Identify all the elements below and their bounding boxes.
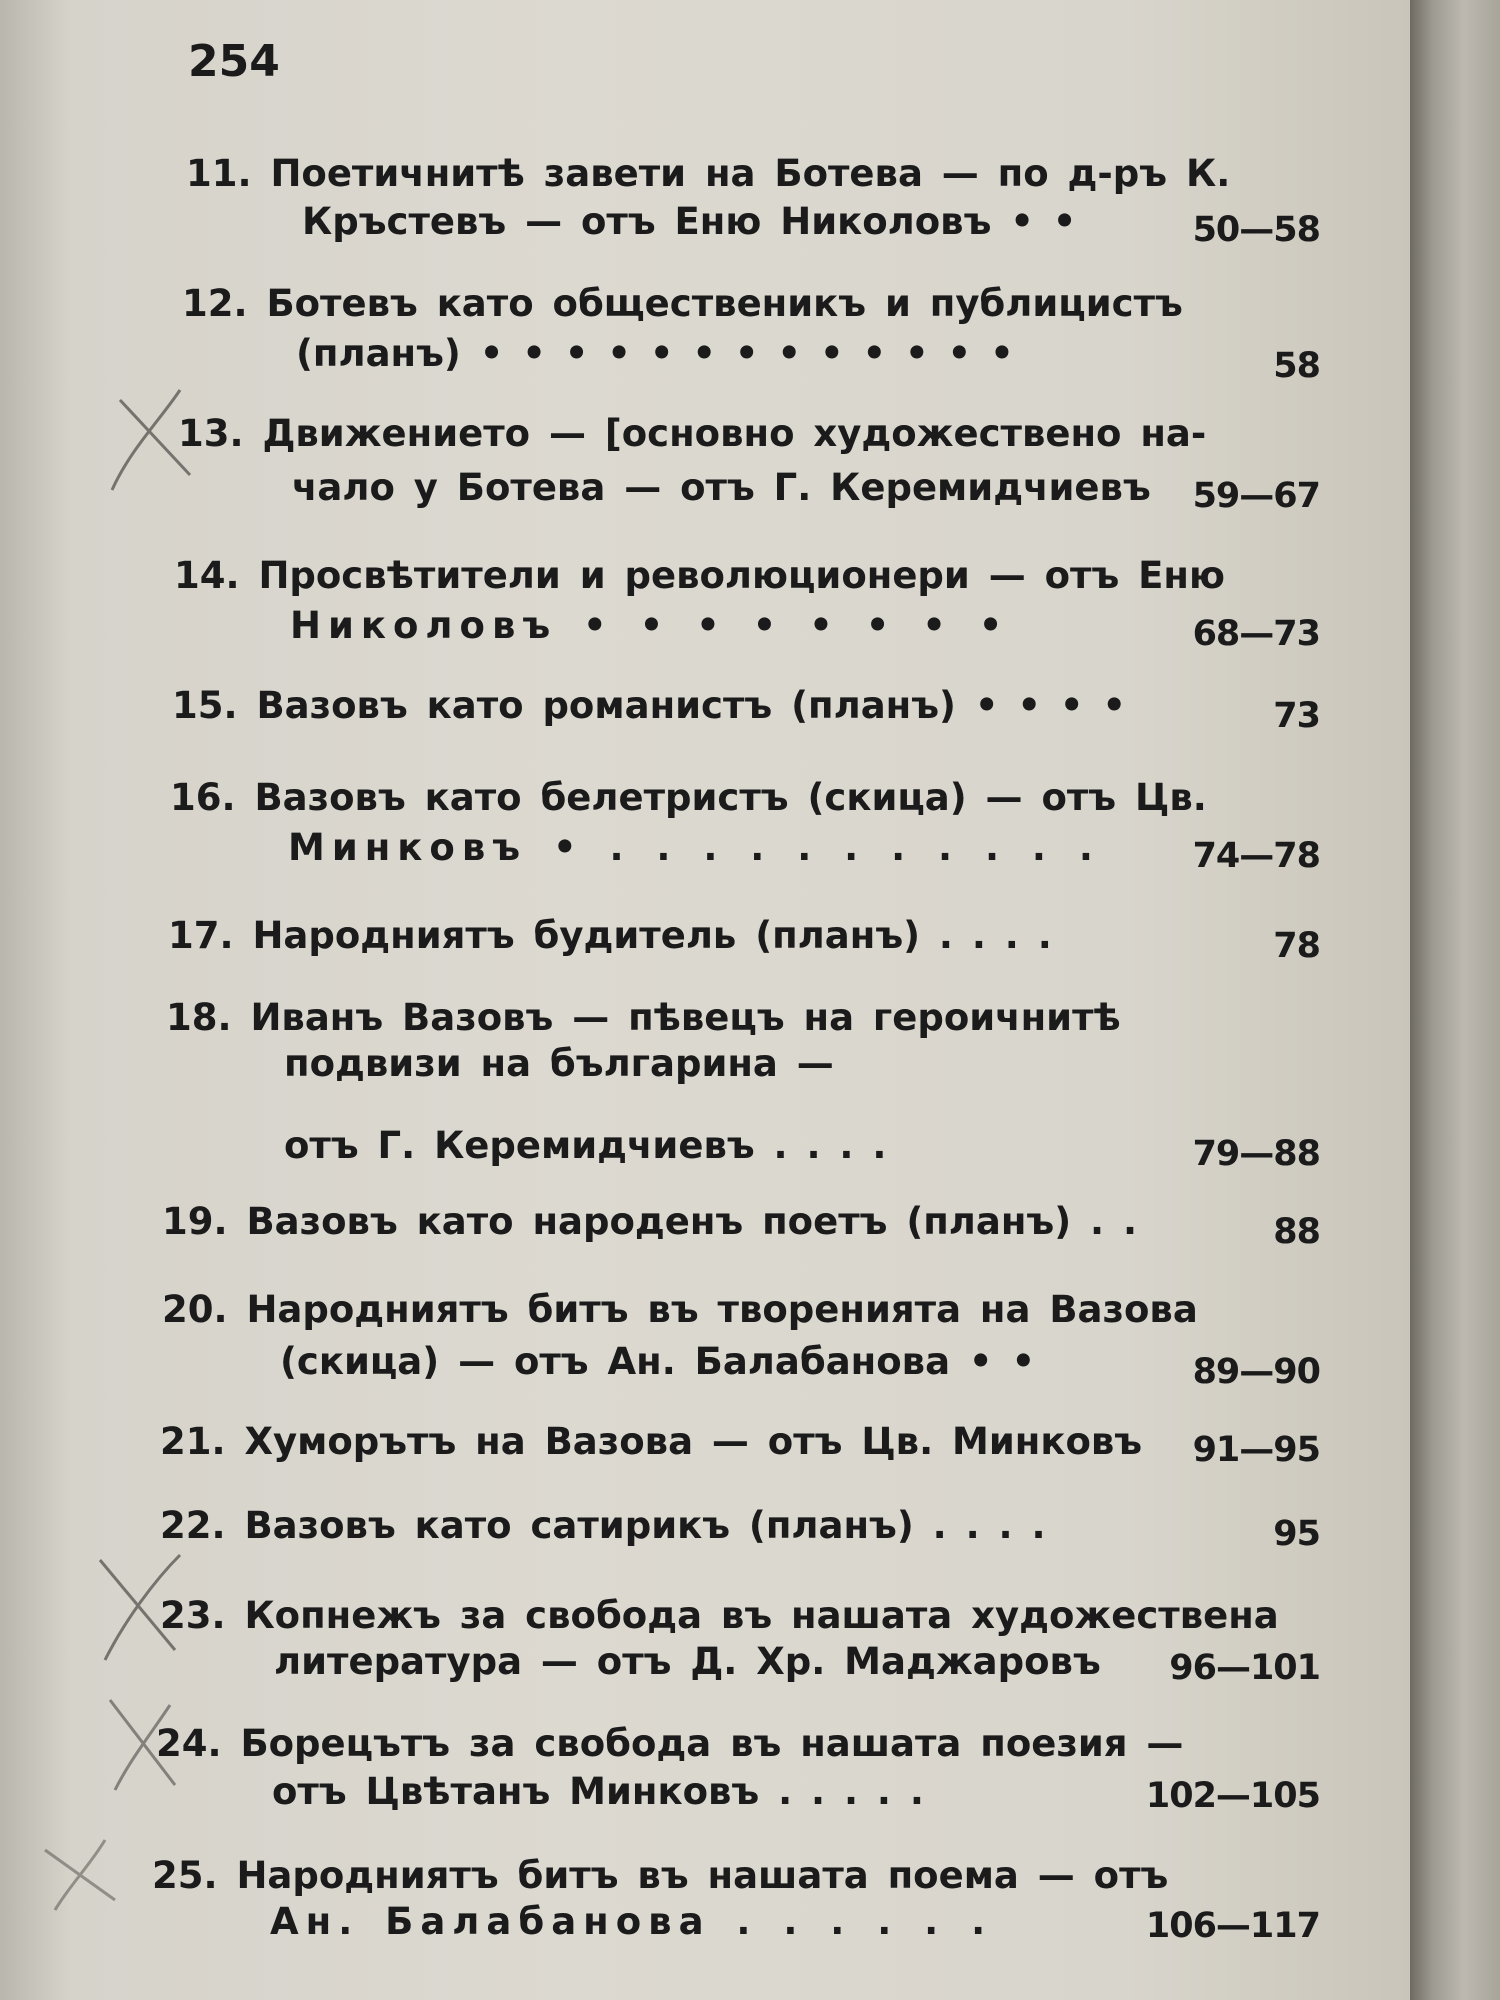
- toc-entry-pages: 95: [1273, 1514, 1320, 1554]
- toc-entry-line1: 23. Копнежъ за свобода въ нашата художествена: [160, 1594, 1279, 1637]
- toc-entry-pages: 59—67: [1192, 476, 1320, 516]
- toc-entry-line2: отъ Цвѣтанъ Минковъ . . . . .: [272, 1770, 924, 1813]
- toc-entry-number: 17.: [168, 914, 234, 957]
- toc-entry-line2: (планъ) • • • • • • • • • • • • •: [296, 332, 1014, 375]
- toc-entry-number: 21.: [160, 1420, 226, 1463]
- toc-entry-number: 22.: [160, 1504, 226, 1547]
- toc-entry-pages: 73: [1273, 696, 1320, 736]
- toc-entry-line1: 22. Вазовъ като сатирикъ (планъ) . . . .: [160, 1504, 1046, 1547]
- page-number: 254: [188, 36, 280, 87]
- toc-entry-pages: 106—117: [1145, 1906, 1320, 1946]
- toc-entry-line1: 20. Народниятъ битъ въ творенията на Вазова: [162, 1288, 1198, 1331]
- toc-entry-number: 12.: [182, 282, 248, 325]
- toc-entry-line1: 12. Ботевъ като общественикъ и публицистъ: [182, 282, 1183, 325]
- toc-entry-number: 24.: [156, 1722, 222, 1765]
- toc-entry-pages: 74—78: [1192, 836, 1320, 876]
- toc-entry-line2: (скица) — отъ Ан. Балабанова • •: [280, 1340, 1036, 1383]
- toc-entry-line1: 11. Поетичнитѣ завети на Ботева — по д-ръ К.: [186, 152, 1231, 195]
- book-page-edge: [1410, 0, 1500, 2000]
- toc-entry-number: 18.: [166, 996, 232, 1039]
- toc-entry-number: 20.: [162, 1288, 228, 1331]
- toc-entry-line2: подвизи на българина —: [284, 1042, 834, 1085]
- toc-entry-line1: 13. Движението — [основно художествено на-: [178, 412, 1207, 455]
- toc-entry-line1: 25. Народниятъ битъ въ нашата поема — отъ: [152, 1854, 1169, 1897]
- toc-entry-pages: 89—90: [1192, 1352, 1320, 1392]
- toc-entry-line3: отъ Г. Керемидчиевъ . . . .: [284, 1124, 887, 1167]
- toc-entry-pages: 88: [1273, 1212, 1320, 1252]
- toc-entry-number: 16.: [170, 776, 236, 819]
- toc-entry-number: 14.: [174, 554, 240, 597]
- toc-entry-pages: 102—105: [1145, 1776, 1320, 1816]
- toc-entry-pages: 50—58: [1192, 210, 1320, 250]
- toc-entry-line1: 16. Вазовъ като белетристъ (скица) — отъ Цв.: [170, 776, 1207, 819]
- toc-entry-line1: 14. Просвѣтители и революционери — отъ Еню: [174, 554, 1225, 597]
- toc-entry-pages: 78: [1273, 926, 1320, 966]
- toc-entry-line2: чало у Ботева — отъ Г. Керемидчиевъ: [292, 466, 1151, 509]
- toc-entry-line2: Кръстевъ — отъ Еню Николовъ • •: [302, 200, 1077, 243]
- toc-entry-number: 19.: [162, 1200, 228, 1243]
- toc-entry-line1: 24. Борецътъ за свобода въ нашата поезия —: [156, 1722, 1184, 1765]
- toc-entry-line1: 15. Вазовъ като романистъ (планъ) • • • •: [172, 684, 1127, 727]
- toc-entry-number: 23.: [160, 1594, 226, 1637]
- toc-entry-line2: литература — отъ Д. Хр. Маджаровъ: [274, 1640, 1101, 1683]
- toc-entry-number: 15.: [172, 684, 238, 727]
- toc-entry-line1: 21. Хуморътъ на Вазова — отъ Цв. Минковъ: [160, 1420, 1143, 1463]
- toc-entry-number: 13.: [178, 412, 244, 455]
- toc-entry-number: 25.: [152, 1854, 218, 1897]
- toc-entry-pages: 91—95: [1192, 1430, 1320, 1470]
- toc-entry-line2: Николовъ • • • • • • • •: [290, 604, 1010, 647]
- toc-entry-line2: Минковъ • . . . . . . . . . . .: [288, 826, 1100, 869]
- toc-entry-line1: 18. Иванъ Вазовъ — пѣвецъ на героичнитѣ: [166, 996, 1121, 1039]
- toc-entry-line1: 19. Вазовъ като народенъ поетъ (планъ) . .: [162, 1200, 1138, 1243]
- toc-entry-line2: Ан. Балабанова . . . . . .: [270, 1900, 993, 1943]
- toc-entry-pages: 68—73: [1192, 614, 1320, 654]
- toc-entry-pages: 58: [1273, 346, 1320, 386]
- toc-entry-pages: 96—101: [1169, 1648, 1320, 1688]
- toc-entry-number: 11.: [186, 152, 252, 195]
- toc-entry-line1: 17. Народниятъ будитель (планъ) . . . .: [168, 914, 1052, 957]
- toc-entry-pages: 79—88: [1192, 1134, 1320, 1174]
